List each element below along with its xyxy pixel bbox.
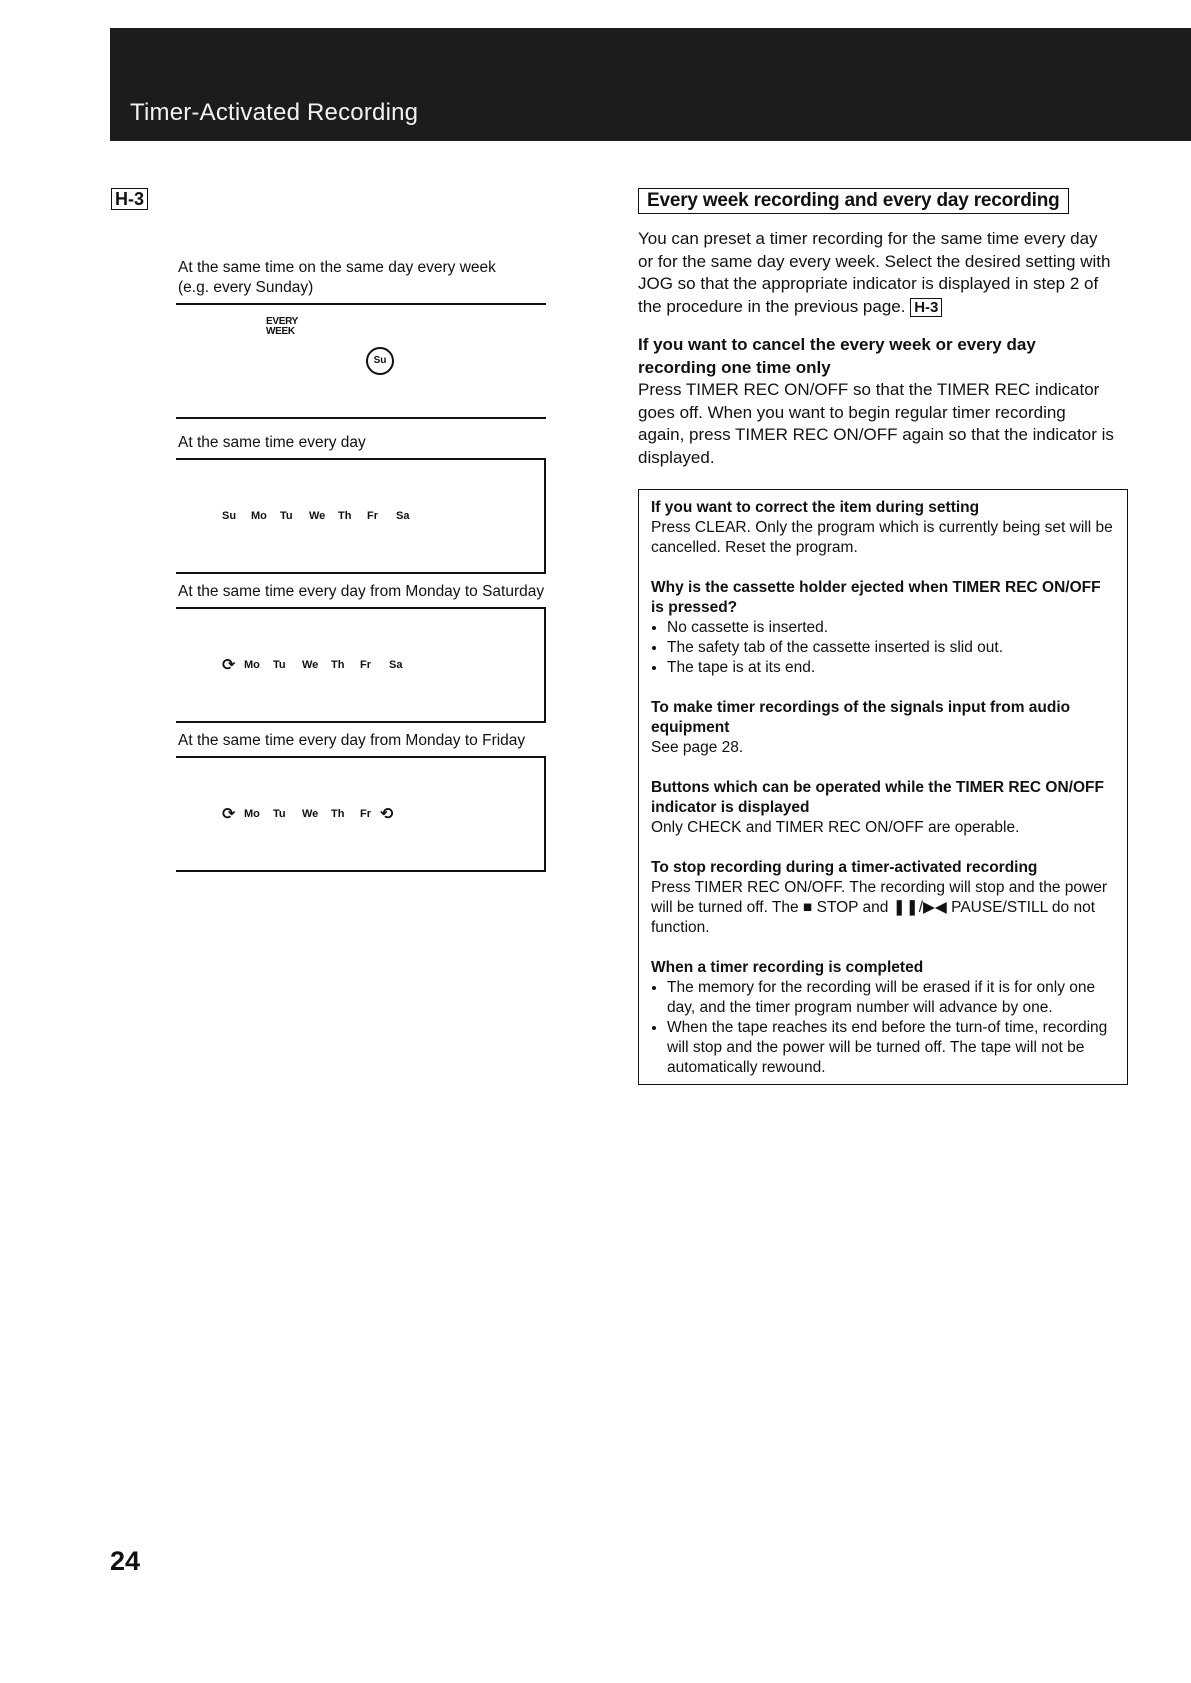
day-th: Th [331, 808, 345, 820]
day-tu: Tu [280, 510, 293, 522]
day-su: Su [222, 510, 237, 522]
day-fr: Fr [360, 659, 371, 671]
day-we: We [302, 808, 319, 820]
day-we: We [302, 659, 319, 671]
divider [176, 417, 546, 419]
day-we: We [309, 510, 326, 522]
note-cassette-ejected: Why is the cassette holder ejected when TIMER REC ON/OFF is pressed? • No cassette is inserted. • The safety tab of the cassette inserted is slid out. • The tape is at its end. [651, 578, 1117, 678]
note-audio-equipment: To make timer recordings of the signals input from audio equipment See page 28. [651, 699, 1071, 756]
day-indicators [222, 510, 425, 522]
day-mo: Mo [251, 510, 267, 522]
notes-box [638, 489, 1128, 1085]
every-week-indicator: EVERY WEEK [266, 316, 299, 337]
day-fr: Fr [360, 808, 371, 820]
day-indicators [222, 655, 418, 675]
day-tu: Tu [273, 659, 286, 671]
every-week-display [176, 303, 546, 417]
day-mo: Mo [244, 808, 260, 820]
every-day-caption: At the same time every day [178, 434, 366, 451]
day-th: Th [331, 659, 345, 671]
day-indicators [222, 804, 402, 824]
mon-sat-caption: At the same time every day from Monday to Saturday [178, 583, 545, 600]
display-examples [176, 258, 546, 872]
page-title: Timer-Activated Recording [130, 99, 419, 126]
sunday-circle-icon: Su [366, 347, 394, 375]
day-th: Th [338, 510, 352, 522]
figure-ref: H-3 [910, 298, 942, 317]
section-title: Every week recording and every day recording [638, 188, 1069, 214]
day-tu: Tu [273, 808, 286, 820]
list-item: • The memory for the recording will be erased if it is for only one day, and the timer program number will advance by one. [667, 978, 1117, 1018]
list-item: • When the tape reaches its end before the turn-of time, recording will stop and the power will be turned off. The tape will not be automatically rewound. [667, 1018, 1117, 1078]
loop-arrow-icon: ⟳ [222, 806, 236, 823]
loop-arrow-icon: ⟳ [222, 657, 236, 674]
every-week-caption: At the same time on the same day every week (e.g. every Sunday) [178, 259, 496, 296]
note-correct-item: If you want to correct the item during setting Press CLEAR. Only the program which is currently being set will be cancelled. Reset the program. [651, 499, 1113, 556]
figure-label: H-3 [111, 188, 148, 210]
list-item: • No cassette is inserted. [667, 618, 1117, 638]
note-operable-buttons: Buttons which can be operated while the TIMER REC ON/OFF indicator is displayed Only CHECK and TIMER REC ON/OFF are operable. [651, 779, 1104, 836]
header-bar [110, 28, 1191, 141]
intro-paragraph: You can preset a timer recording for the same time every day or for the same day every week. Select the desired setting with JOG so that the appropriate indicator is displayed in step 2 of the procedure in the previous page. H-3 [638, 229, 1111, 316]
list-item: • The safety tab of the cassette inserted is slid out. [667, 638, 1117, 658]
instructions-column [638, 188, 1116, 1085]
day-fr: Fr [367, 510, 378, 522]
mon-fri-caption: At the same time every day from Monday to Friday [178, 732, 526, 749]
loop-arrow-icon: ⟲ [380, 806, 394, 823]
list-item: • The tape is at its end. [667, 658, 1117, 678]
mon-sat-display [176, 607, 546, 723]
note-stop-recording: To stop recording during a timer-activated recording Press TIMER REC ON/OFF. The recording will stop and the power will be turned off. The ■ STOP and ❚❚/▶◀ PAUSE/STILL do not function. [651, 859, 1107, 936]
cancel-body: Press TIMER REC ON/OFF so that the TIMER REC indicator goes off. When you want to begin regular timer recording again, press TIMER REC ON/OFF again so that the indicator is displayed. [638, 380, 1114, 467]
every-day-display [176, 458, 546, 574]
mon-fri-display [176, 756, 546, 872]
note-recording-completed: When a timer recording is completed • The memory for the recording will be erased if it is for only one day, and the timer program number will advance by one. • When the tape reaches its end before the turn-of time, recording will stop and the power will be turned off. The tape will not be automatically rewound. [651, 958, 1117, 1078]
day-sa: Sa [396, 510, 410, 522]
day-mo: Mo [244, 659, 260, 671]
page-number: 24 [110, 1546, 141, 1576]
day-sa: Sa [389, 659, 403, 671]
cancel-heading: If you want to cancel the every week or every day recording one time only [638, 335, 1036, 377]
